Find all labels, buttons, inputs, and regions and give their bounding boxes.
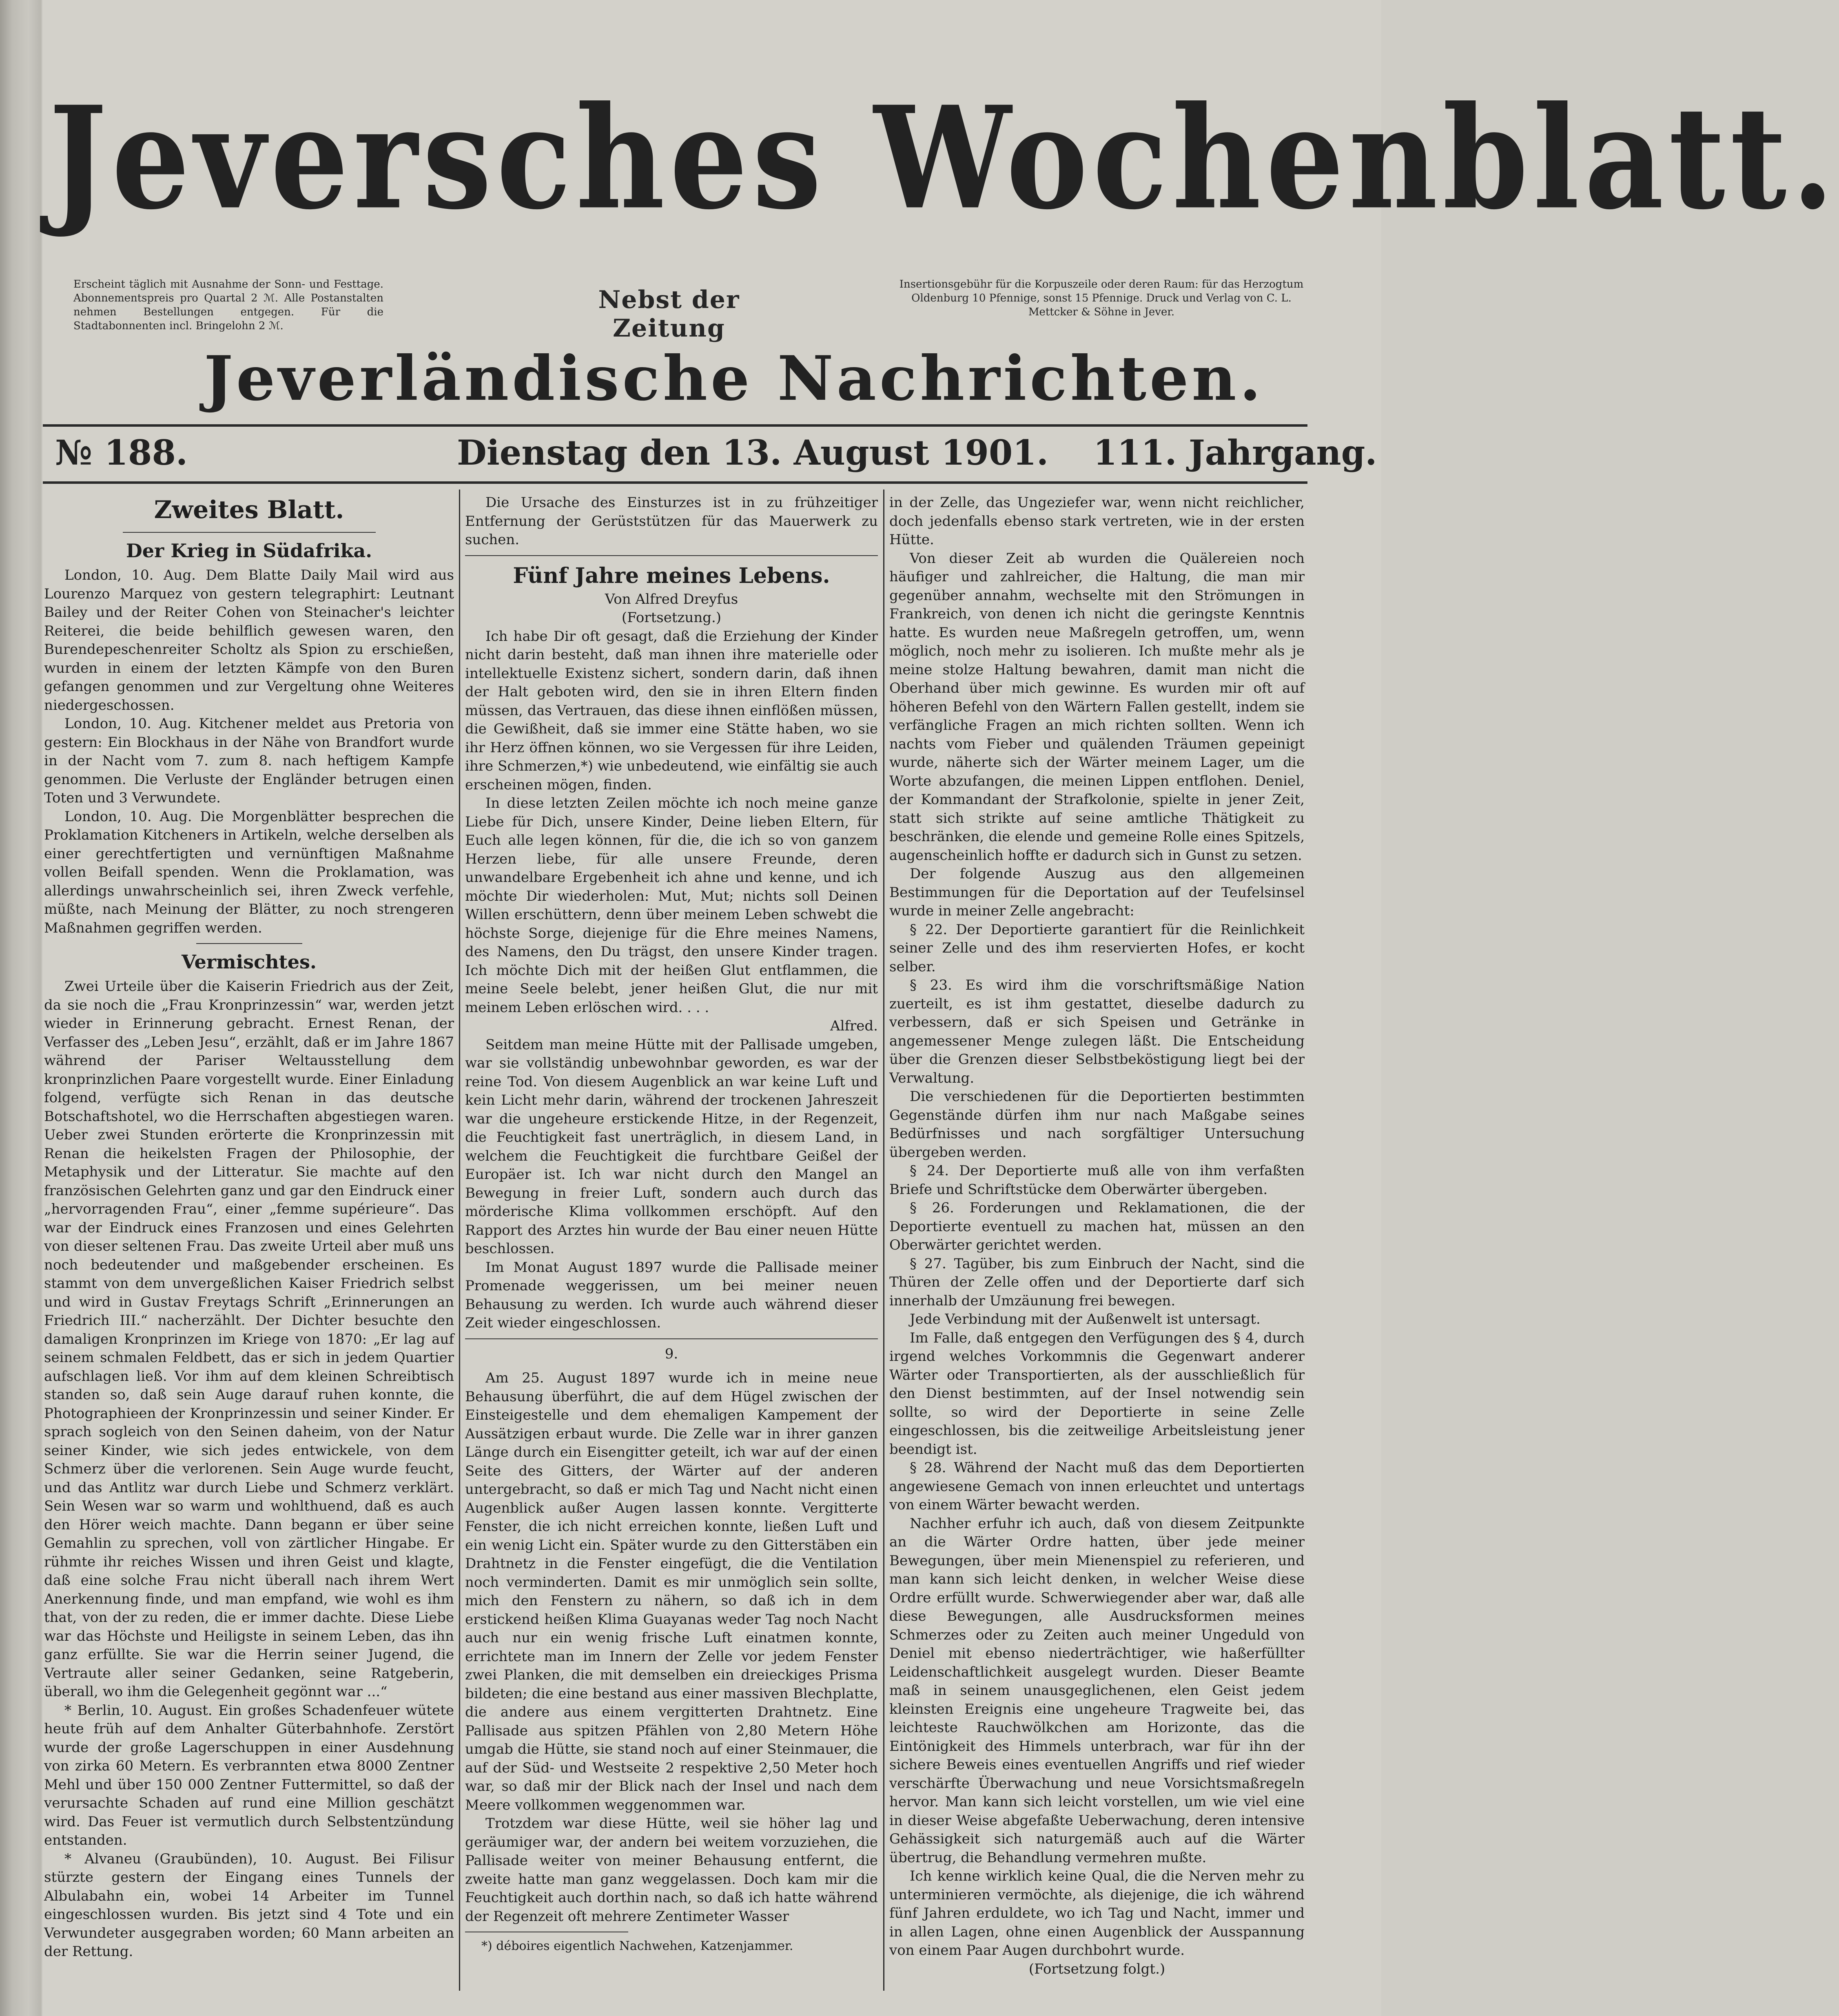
article-paragraph: Ich habe Dir oft gesagt, daß die Erziehung der Kinder nicht darin besteht, daß man ihnen ihre materielle oder intellektuelle Existenz sichert, sondern darin, daß ihnen der Halt geboten wird, den sie in ihren Eltern finden müssen, das Vertrauen, das diese ihnen einflößen müssen, die Gewißheit, daß sie immer eine Stätte haben, wo sie ihr Herz öffnen können, wo sie Vergessen für ihre Leiden, ihre Schmerzen,*) wie unbedeutend, wie einfältig sie auch erscheinen mögen, finden. <box>465 628 878 793</box>
article-paragraph: § 24. Der Deportierte muß alle von ihm verfaßten Briefe und Schriftstücke dem Oberwärter übergeben. <box>889 1163 1305 1198</box>
article-paragraph: in der Zelle, das Ungeziefer war, wenn nicht reichlicher, doch jedenfalls ebenso stark vertreten, wie in der ersten Hütte. <box>889 494 1305 548</box>
article-paragraph: London, 10. Aug. Die Morgenblätter besprechen die Proklamation Kitcheners in Artikeln, welche derselben als einer gerechtfertigten und vernünftigen Maßnahme vollen Beifall spenden. Wenn die Proklamation, was allerdings unwahrscheinlich sei, ihren Zweck verfehle, müßte, nach Meinung der Blätter, zu noch strengeren Maßnahmen gegriffen werden. <box>44 808 454 936</box>
continuation-note: (Fortsetzung folgt.) <box>1028 1961 1165 1977</box>
article-paragraph: London, 10. Aug. Dem Blatte Daily Mail wird aus Lourenzo Marquez von gestern telegraphirt: Leutnant Bailey und der Reiter Cohen von Steinacher's leichter Reiterei, die beide behilflich gewesen waren, den Burendepeschenreiter Scholtz als Spion zu erschießen, wurden in einem der letzten Kämpfe von den Buren gefangen genommen und zur Vergeltung ohne Weiteres niedergeschossen. <box>44 567 454 713</box>
article-paragraph: § 28. Während der Nacht muß das dem Deportierten angewiesene Gemach von innen erleuchtet und untertags von einem Wärter bewacht werden. <box>889 1460 1305 1513</box>
article-paragraph: Im Falle, daß entgegen den Verfügungen des § 4, durch irgend welches Vorkommnis die Gegenwart anderer Wärter oder Transportierten, als der ausschließlich für den Dienst bestimmten, auf der Insel notwendig sein sollte, so wird der Deportierte in seine Zelle eingeschlossen, bis die zeitweilige Arbeitsleistung jener beendigt ist. <box>889 1329 1305 1458</box>
column-2 <box>465 494 878 1954</box>
column-divider-1 <box>459 490 460 1991</box>
article-paragraph: Der folgende Auszug aus den allgemeinen Bestimmungen für die Deportation auf der Teufelsinsel wurde in meiner Zelle angebracht: <box>889 866 1305 919</box>
headline-vermischtes: Vermischtes. <box>182 951 317 973</box>
article-paragraph: Im Monat August 1897 wurde die Pallisade meiner Promenade weggerissen, um bei meiner neuen Behausung zu werden. Ich wurde auch während dieser Zeit wieder eingeschlossen. <box>465 1259 878 1331</box>
masthead-title: Jeversches Wochenblatt. <box>49 75 1839 241</box>
divider <box>465 1338 878 1339</box>
article-paragraph: Am 25. August 1897 wurde ich in meine neue Behausung überführt, die auf dem Hügel zwischen der Einsteigestelle und dem ehemaligen Kampement der Aussätzigen erbaut wurde. Die Zelle war in ihrer ganzen Länge durch ein Eisengitter geteilt, ich war auf der einen Seite des Gitters, der Wärter auf der anderen untergebracht, so daß er mich Tag und Nacht nicht einen Augenblick außer Augen lassen konnte. Vergitterte Fenster, die ich nicht erreichen konnte, ließen Luft und ein wenig Licht ein. Später wurde zu den Gitterstäben ein Drahtnetz in die Fenster eingefügt, die die Ventilation noch verminderten. Damit es mir unmöglich sein sollte, mich den Fenstern zu nähern, so daß ich in dem erstickend heißen Klima Guayanas weder Tag noch Nacht auch nur ein wenig frische Luft einatmen konnte, errichtete man im Innern der Zelle vor jedem Fenster zwei Planken, die mit demselben ein dreieckiges Prisma bildeten; die eine bestand aus einer massiven Blechplatte, die andere aus einem vergitterten Drahtnetz. Eine Pallisade aus spitzen Pfählen von 2,80 Metern Höhe umgab die Hütte, sie stand noch auf einer Steinmauer, die auf der Süd- und Westseite 2 respektive 2,50 Meter hoch war, so daß mir der Blick nach der Insel und nach dem Meere vollkommen weggenommen war. <box>465 1370 878 1813</box>
bottom-rule <box>43 481 1307 484</box>
article-paragraph: § 26. Forderungen und Reklamationen, die der Deportierte eventuell zu machen hat, müssen an den Oberwärter gerichtet werden. <box>889 1200 1305 1253</box>
volume-year: 111. Jahrgang. <box>1093 432 1377 473</box>
divider <box>123 532 376 533</box>
article-paragraph: § 22. Der Deportierte garantiert für die Reinlichkeit seiner Zelle und des ihm reservierten Hofes, er kocht selber. <box>889 921 1305 975</box>
article-paragraph: In diese letzten Zeilen möchte ich noch meine ganze Liebe für Dich, unsere Kinder, Deine lieben Eltern, für Euch alle legen können, für die, die ich so von ganzem Herzen liebe, für alle unsere Freunde, deren unwandelbare Ergebenheit ich ahne und kenne, und ich möchte Dir wiederholen: Mut, Mut; nichts soll Deinen Willen erschüttern, denn über meinem Leben schwebt die höchste Sorge, diejenige für die Ehre meines Namens, des Namens, den Du trägst, den unsere Kinder tragen. Ich möchte Dich mit der heißen Glut entflammen, die meine Seele belebt, jener heißen Glut, die nur mit meinem Leben erlöschen wird. . . . <box>465 795 878 1016</box>
footnote: *) déboires eigentlich Nachwehen, Katzenjammer. <box>481 1939 793 1953</box>
letter-signature: Alfred. <box>830 1018 878 1034</box>
article-paragraph: § 27. Tagüber, bis zum Einbruch der Nacht, sind die Thüren der Zelle offen und der Deportierte darf sich innerhalb der Umzäunung frei bewegen. <box>889 1255 1305 1309</box>
top-rule <box>43 424 1307 427</box>
article-paragraph: London, 10. Aug. Kitchener meldet aus Pretoria von gestern: Ein Blockhaus in der Nähe von Brandfort wurde in der Nacht vom 7. zum 8. nach heftigem Kampfe genommen. Die Verluste der Engländer betrugen einen Toten und 3 Verwundete. <box>44 716 454 806</box>
article-paragraph: Seitdem man meine Hütte mit der Pallisade umgeben, war sie vollständig unbewohnbar geworden, es war der reine Tod. Von diesem Augenblick an war keine Luft und kein Licht mehr darin, während der trockenen Jahreszeit war die ungeheure erstickende Hitze, in der Regenzeit, die Feuchtigkeit fast unerträglich, in diesem Land, in welchem die Feuchtigkeit die furchtbare Geißel der Europäer ist. Ich war nicht durch den Mangel an Bewegung in freier Luft, sondern auch durch das mörderische Klima vollkommen erschöpft. Auf den Rapport des Arztes hin wurde der Bau einer neuen Hütte beschlossen. <box>465 1036 878 1257</box>
article-paragraph: Jede Verbindung mit der Außenwelt ist untersagt. <box>910 1311 1261 1327</box>
article-paragraph: Trotzdem war diese Hütte, weil sie höher lag und geräumiger war, der andern bei weitem vorzuziehen, die Pallisade weiter von meiner Behausung entfernt, die zweite hatte man ganz weggelassen. Doch kam mir die Feuchtigkeit auch dorthin nach, so daß ich hatte während der Regenzeit oft mehrere Zentimeter Wasser <box>465 1815 878 1925</box>
byline: Von Alfred Dreyfus <box>605 591 738 607</box>
headline-fuenf-jahre: Fünf Jahre meines Lebens. <box>513 563 830 588</box>
section-title: Zweites Blatt. <box>154 496 344 524</box>
article-paragraph: Die verschiedenen für die Deportierten bestimmten Gegenstände dürfen ihm nur nach Maßgabe seines Bedürfnisses und nach sorgfältiger Untersuchung übergeben werden. <box>889 1088 1305 1161</box>
subscription-info: Erscheint täglich mit Ausnahme der Sonn- und Festtage. Abonnementspreis pro Quartal 2 ℳ. Alle Postanstalten nehmen Bestellungen entgegen. Für die Stadtabonnenten incl. Bringelohn 2 ℳ. <box>73 278 383 332</box>
article-paragraph: Zwei Urteile über die Kaiserin Friedrich aus der Zeit, da sie noch die „Frau Kronprinzessin“ war, werden jetzt wieder in Erinnerung gebracht. Ernest Renan, der Verfasser des „Leben Jesu“, erzählt, daß er im Jahre 1867 während der Pariser Weltausstellung dem kronprinzlichen Paare vorgestellt wurde. Einer Einladung folgend, verfügte sich Renan in das deutsche Botschaftshotel, wo die Herrschaften abgestiegen waren. Ueber zwei Stunden erörterte die Kronprinzessin mit Renan die heikelsten Fragen der Philosophie, der Metaphysik und der Litteratur. Sie machte auf den französischen Gelehrten ganz und gar den Eindruck einer „hervorragenden Frau“, einer „femme supérieure“. Das war der Eindruck eines Franzosen und eines Gelehrten von dieser seltenen Frau. Das zweite Urteil aber muß uns noch bedeutender und maßgebender erscheinen. Es stammt von dem unvergeßlichen Kaiser Friedrich selbst und wird in Gustav Freytags Schrift „Erinnerungen an Friedrich III.“ nacherzählt. Der Dichter besuchte den damaligen Kronprinzen im Kriege von 1870: „Er lag auf seinem schmalen Feldbett, das er sich in jedem Quartier aufschlagen ließ. Vor ihm auf dem kleinen Schreibtisch standen so, daß sein Auge darauf ruhen konnte, die Photographieen der Kronprinzessin und seiner Kinder. Er sprach sogleich von den Seinen daheim, von der Natur seiner Kinder, wie sich jedes entwickele, von dem Schmerz über die verlorenen. Sein Auge wurde feucht, und das Antlitz war durch Liebe und Schmerz verklärt. Sein Wesen war so warm und wohlthuend, daß es auch den Hörer weich machte. Dann begann er über seine Gemahlin zu sprechen, voll von zärtlicher Hingabe. Er rühmte ihr reiches Wissen und ihren Geist und klagte, daß eine solche Frau nicht überall nach ihrem Wert Anerkennung finde, und man empfand, wie wohl es ihm that, von der zu reden, die er immer dachte. Diese Liebe war das Höchste und Heiligste in seinem Leben, das ihn ganz erfüllte. Sie war die Herrin seiner Jugend, die Vertraute aller seiner Gedanken, seine Ratgeberin, überall, wo ihm die Gelegenheit gegönnt war ...“ <box>44 978 454 1700</box>
chapter-number: 9. <box>665 1345 678 1362</box>
issue-number: № 188. <box>55 432 188 473</box>
issue-date: Dienstag den 13. August 1901. <box>457 432 1049 473</box>
article-paragraph: Nachher erfuhr ich auch, daß von diesem Zeitpunkte an die Wärter Ordre hatten, über jede meiner Bewegungen, über mein Mienenspiel zu referieren, und man kann sich leicht denken, in welcher Weise diese Ordre erfüllt wurde. Schwerwiegender aber war, daß alle diese Bewegungen, alle Ausdrucksformen meines Schmerzes oder zu Zeiten auch meiner Ungeduld von Deniel mit ebenso niederträchtiger, wie haßerfüllter Leidenschaftlichkeit ausgelegt wurden. Dieser Beamte maß in seinem unausgeglichenen, elen Geist jedem kleinsten Ereignis eine ungeheure Tragweite bei, das leichteste Rauchwölkchen am Horizonte, das die Eintönigkeit des Himmels unterbrach, war für ihn der sichere Beweis eines eventuellen Angriffs und rief wieder verschärfte Überwachung und neue Vorsichtsmaßregeln hervor. Man kann sich leicht vorstellen, um wie viel eine in dieser Weise abgefaßte Ueberwachung, deren intensive Gehässigkeit sich naturgemäß auch auf die Wärter übertrug, die Behandlung vermehren mußte. <box>889 1515 1305 1866</box>
article-paragraph: * Berlin, 10. August. Ein großes Schadenfeuer wütete heute früh auf dem Anhalter Güterbahnhofe. Zerstört wurde der große Lagerschuppen in einer Ausdehnung von zirka 60 Metern. Es verbrannten etwa 8000 Zentner Mehl und über 150 000 Zentner Futtermittel, so daß der verursachte Schaden auf rund eine Million geschätzt wird. Das Feuer ist vermutlich durch Selbstentzündung entstanden. <box>44 1702 454 1848</box>
divider <box>196 943 302 944</box>
headline-krieg: Der Krieg in Südafrika. <box>126 540 372 562</box>
article-paragraph: Von dieser Zeit ab wurden die Quälereien noch häufiger und zahlreicher, die Haltung, die man mir gegenüber annahm, wechselte mit den Strömungen in Frankreich, von denen ich nicht die geringste Kenntnis hatte. Es wurden neue Maßregeln getroffen, um, wenn möglich, noch mehr zu isolieren. Ich mußte mehr als je meine stolze Haltung bewahren, damit man nicht die Oberhand über mich gewinne. Es wurden mir oft auf höheren Befehl von den Wärtern Fallen gestellt, indem sie verfängliche Fragen an mich richten sollten. Wenn ich nachts vom Fieber und quälenden Träumen gepeinigt wurde, näherte sich der Wärter meinem Lager, um die Worte abzufangen, die meinen Lippen entflohen. Deniel, der Kommandant der Strafkolonie, spielte in jener Zeit, statt sich strikte auf seine amtliche Thätigkeit zu beschränken, die elende und gemeine Rolle eines Spitzels, augenscheinlich hoffte er dadurch sich in Gunst zu setzen. <box>889 550 1305 864</box>
article-paragraph: Ich kenne wirklich keine Qual, die die Nerven mehr zu unterminieren vermöchte, als diejenige, die ich während fünf Jahren erduldete, wo ich Tag und Nacht, immer und in allen Lagen, ohne einen Augenblick der Ausspannung von einem Paar Augen durchbohrt wurde. <box>889 1868 1305 1958</box>
article-paragraph: * Alvaneu (Graubünden), 10. August. Bei Filisur stürzte gestern der Eingang eines Tunnels der Albulabahn ein, wobei 14 Arbeiter im Tunnel eingeschlossen wurden. Bis jetzt sind 4 Tote und ein Verwundeter ausgegraben worden; 60 Mann arbeiten an der Rettung. <box>44 1850 454 1960</box>
article-paragraph: § 23. Es wird ihm die vorschriftsmäßige Nation zuerteilt, es ist ihm gestattet, dieselbe dadurch zu verbessern, daß er sich Speisen und Getränke in angemessener Menge zulegen läßt. Die Entscheidung über die Grenzen dieser Selbstbeköstigung liegt bei der Verwaltung. <box>889 977 1305 1086</box>
adjacent-page-edge <box>0 0 43 2016</box>
masthead-subtitle: Jeverländische Nachrichten. <box>204 343 1264 414</box>
article-paragraph: Die Ursache des Einsturzes ist in zu frühzeitiger Entfernung der Gerüststützen für das Mauerwerk zu suchen. <box>465 494 878 548</box>
insertion-info: Insertionsgebühr für die Korpuszeile oder deren Raum: für das Herzogtum Oldenburg 10 Pfennige, sonst 15 Pfennige. Druck und Verlag von C. L. Mettcker & Söhne in Jever. <box>899 278 1304 318</box>
column-divider-2 <box>883 490 884 1991</box>
continuation-note: (Fortsetzung.) <box>621 609 722 626</box>
nebst-der-zeitung: Nebst der Zeitung <box>598 286 740 343</box>
column-3 <box>889 494 1305 1978</box>
divider <box>465 555 878 556</box>
column-1 <box>44 494 454 1961</box>
